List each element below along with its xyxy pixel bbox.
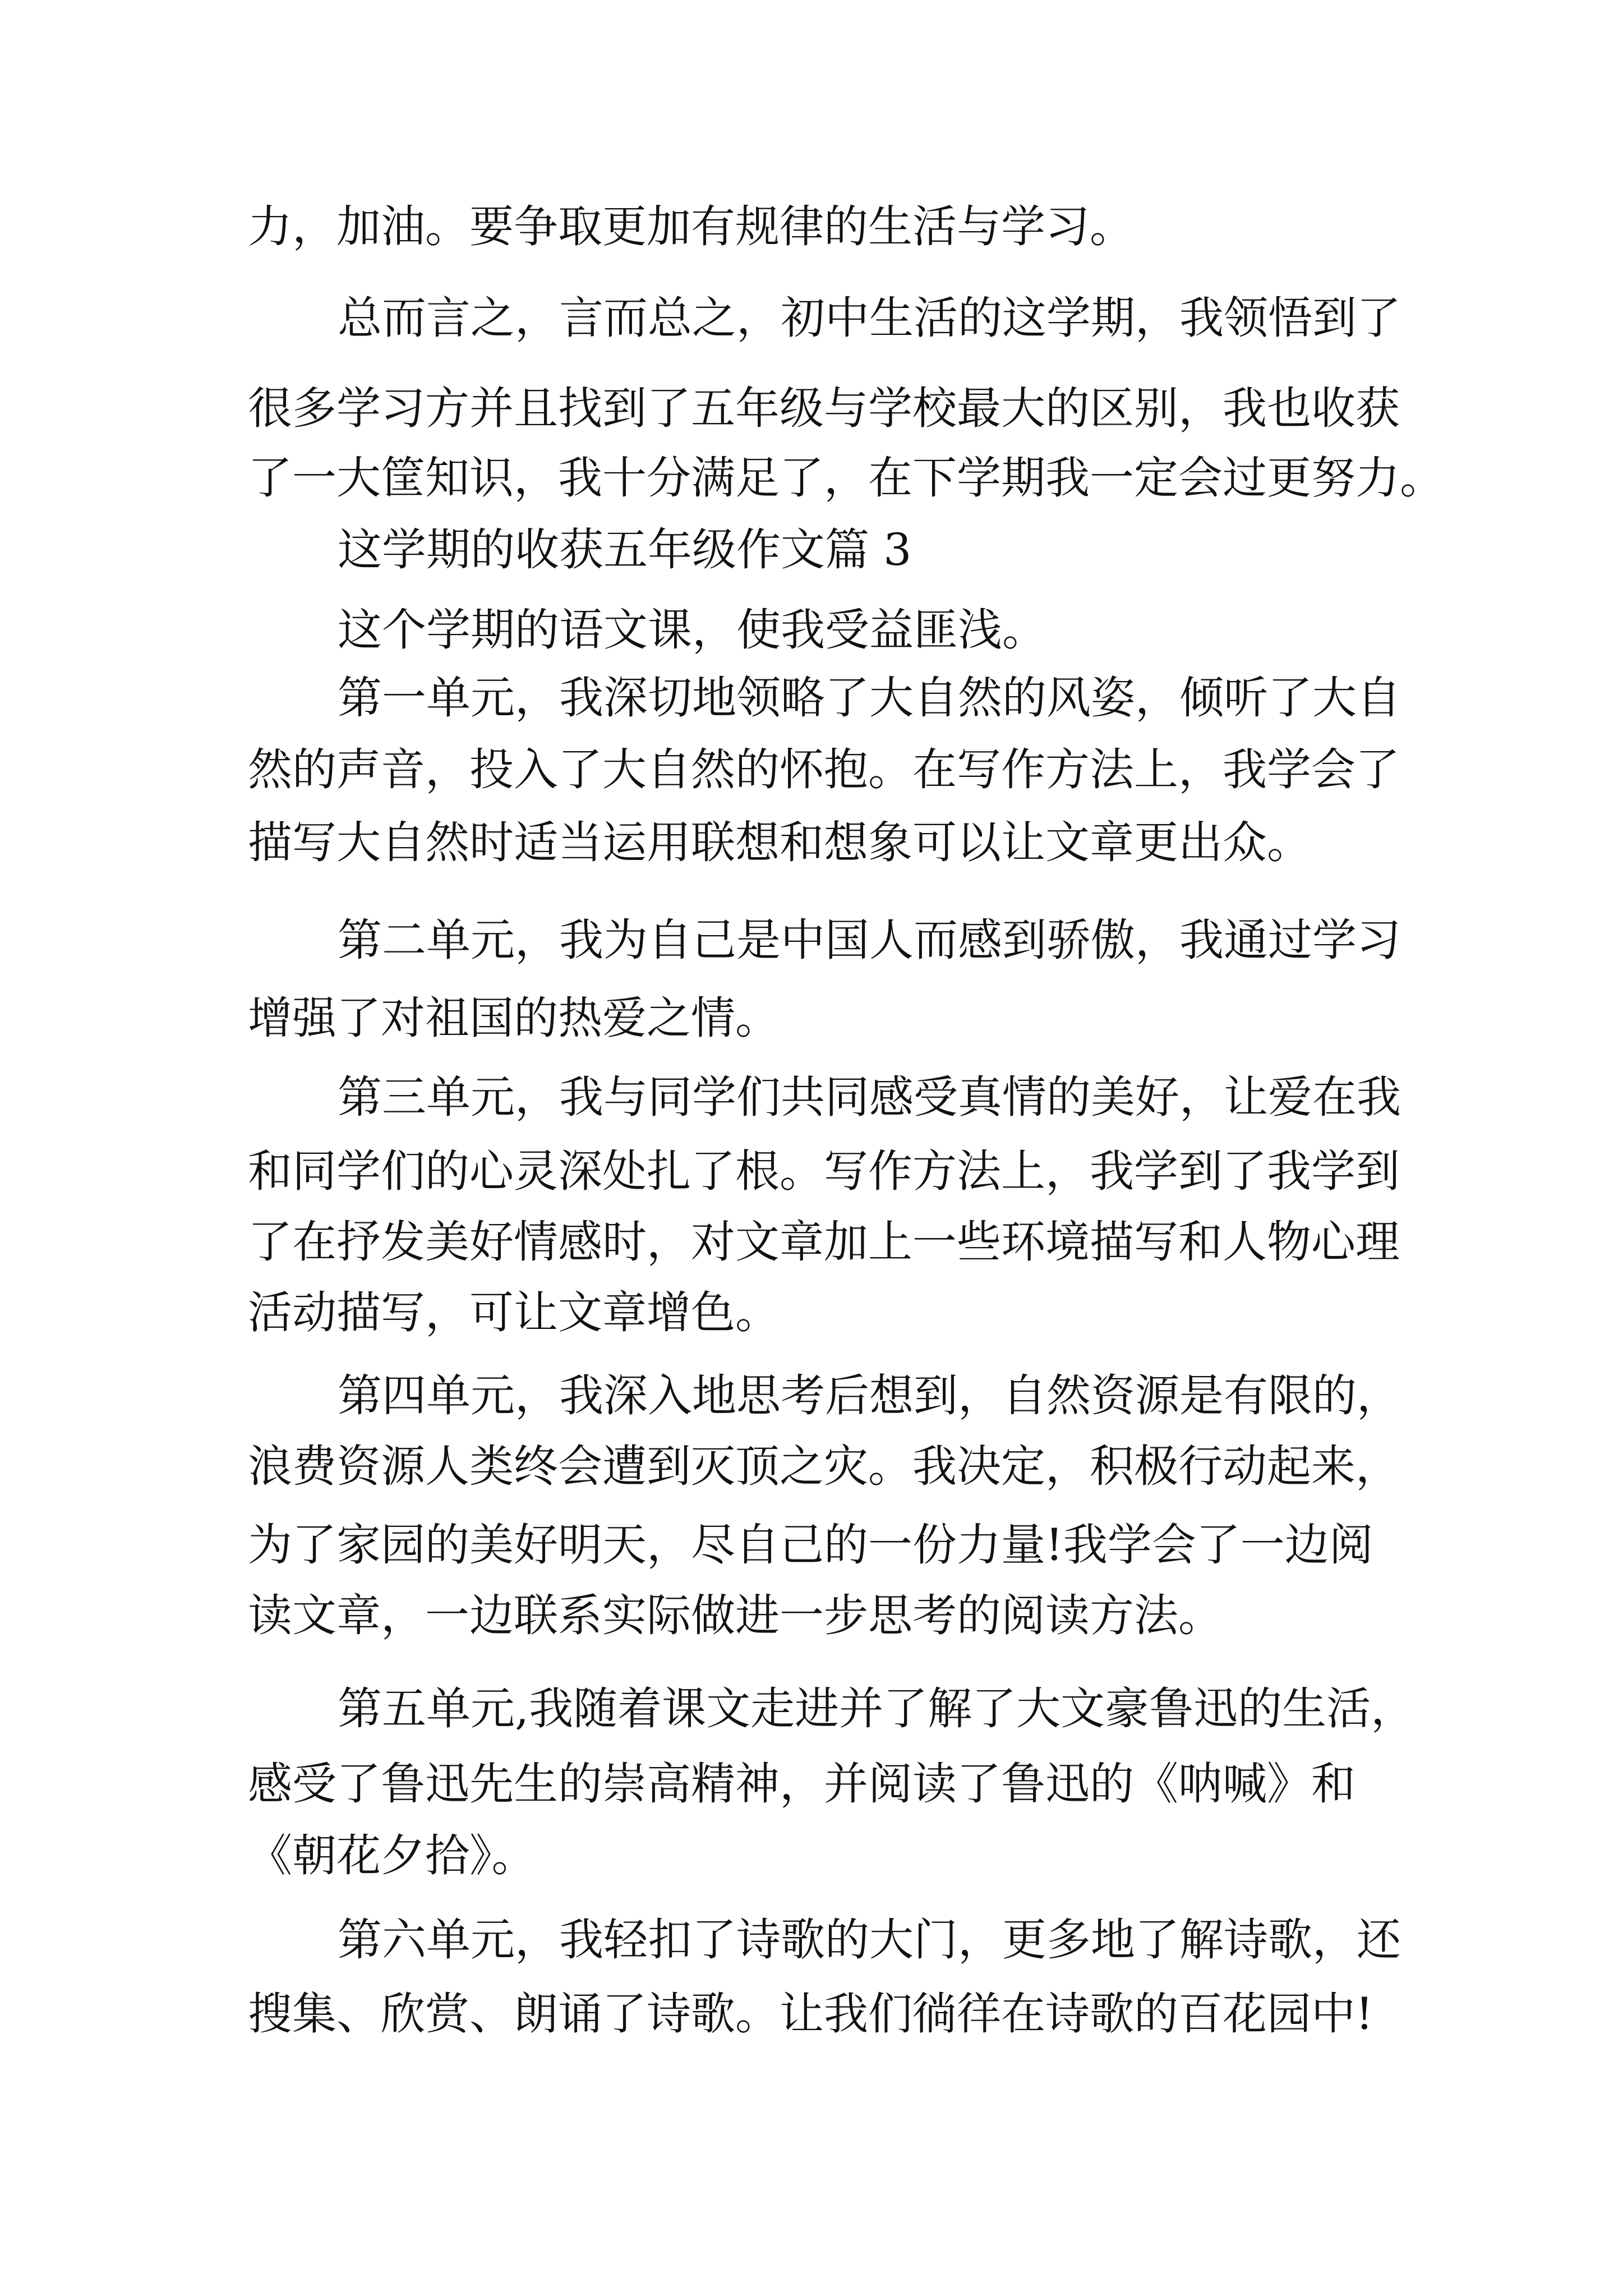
text-line: 读文章，一边联系实际做进一步思考的阅读方法。 (248, 1590, 1223, 1641)
text-line: 了一大筐知识，我十分满足了，在下学期我一定会过更努力。 (248, 452, 1444, 504)
text-line: 第五单元,我随着课文走进并了解了大文豪鲁迅的生活， (338, 1683, 1415, 1734)
text-line: 了在抒发美好情感时，对文章加上一些环境描写和人物心理 (248, 1216, 1400, 1268)
text-line: 《朝花夕拾》。 (248, 1830, 536, 1881)
text-line: 第二单元，我为自己是中国人而感到骄傲，我通过学习 (338, 914, 1401, 966)
text-line: 浪费资源人类终会遭到灭顶之灾。我决定，积极行动起来， (248, 1441, 1400, 1492)
text-line: 这个学期的语文课，使我受益匪浅。 (338, 604, 1046, 656)
text-line: 第一单元，我深切地领略了大自然的风姿，倾听了大自 (338, 672, 1401, 724)
text-line: 为了家园的美好明天，尽自己的一份力量!我学会了一边阅 (248, 1519, 1373, 1571)
text-line: 增强了对祖国的热爱之情。 (248, 992, 780, 1044)
text-line: 很多学习方并且找到了五年级与学校最大的区别，我也收获 (248, 383, 1400, 434)
text-line: 第三单元，我与同学们共同感受真情的美好，让爱在我 (338, 1071, 1401, 1123)
text-line: 感受了鲁迅先生的崇高精神，并阅读了鲁迅的《呐喊》和 (248, 1758, 1355, 1810)
text-line: 力，加油。要争取更加有规律的生活与学习。 (248, 201, 1134, 252)
text-line: 总而言之，言而总之，初中生活的这学期，我领悟到了 (338, 292, 1401, 344)
text-line: 活动描写，可让文章增色。 (248, 1287, 780, 1338)
text-line: 第六单元，我轻扣了诗歌的大门，更多地了解诗歌，还 (338, 1914, 1401, 1966)
text-line: 第四单元，我深入地思考后想到，自然资源是有限的， (338, 1370, 1401, 1421)
text-line: 和同学们的心灵深处扎了根。写作方法上，我学到了我学到 (248, 1145, 1400, 1197)
text-line: 然的声音，投入了大自然的怀抱。在写作方法上，我学会了 (248, 744, 1400, 795)
text-line: 搜集、欣赏、朗诵了诗歌。让我们徜徉在诗歌的百花园中! (248, 1988, 1373, 2040)
section-heading: 这学期的收获五年级作文篇 3 (338, 524, 912, 576)
text-line: 描写大自然时适当运用联想和想象可以让文章更出众。 (248, 817, 1311, 868)
